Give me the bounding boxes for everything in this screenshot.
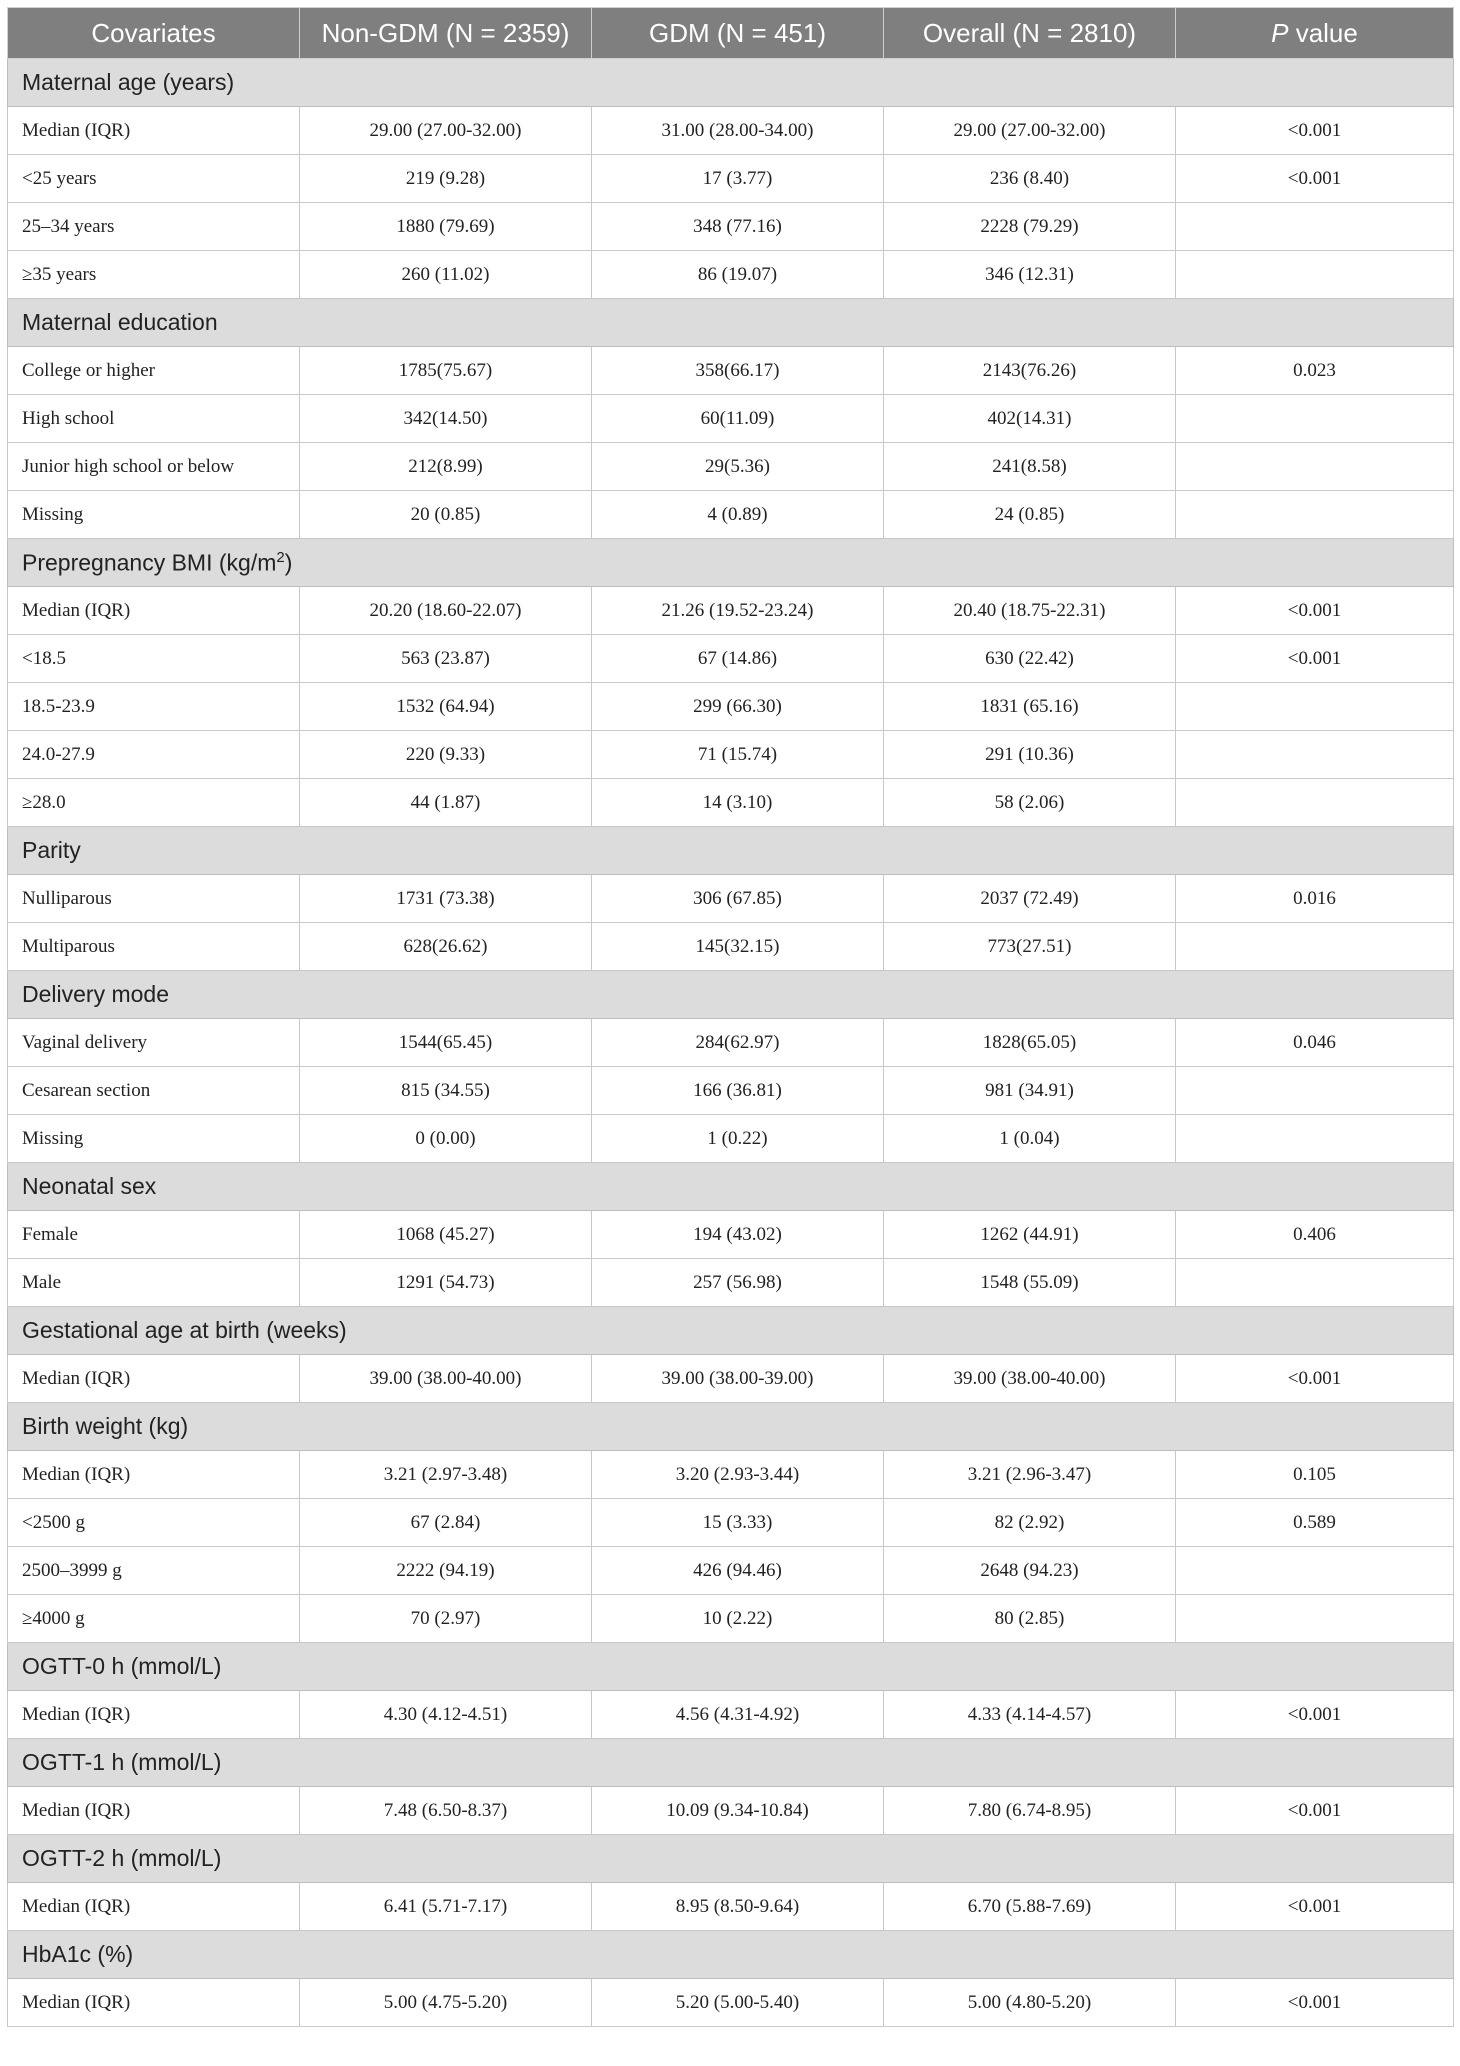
cell-gdm: 15 (3.33) xyxy=(592,1499,884,1547)
cell-gdm: 4.56 (4.31-4.92) xyxy=(592,1691,884,1739)
cell-label: Median (IQR) xyxy=(8,1451,300,1499)
table-row xyxy=(8,923,1454,971)
cell-overall: 24 (0.85) xyxy=(884,491,1176,539)
section-title-superscript: 2 xyxy=(276,548,285,566)
cell-gdm: 1 (0.22) xyxy=(592,1115,884,1163)
cell-p-value xyxy=(1176,251,1454,299)
cell-non-gdm: 67 (2.84) xyxy=(300,1499,592,1547)
cell-label: Missing xyxy=(8,1115,300,1163)
cell-p-value xyxy=(1176,731,1454,779)
cell-overall: 2037 (72.49) xyxy=(884,875,1176,923)
section-title-text: Gestational age at birth (weeks) xyxy=(22,1317,347,1343)
section-title-text: OGTT-0 h (mmol/L) xyxy=(22,1653,222,1679)
cell-label: Missing xyxy=(8,491,300,539)
table-row xyxy=(8,251,1454,299)
cell-p-value: <0.001 xyxy=(1176,587,1454,635)
cell-overall: 82 (2.92) xyxy=(884,1499,1176,1547)
cell-non-gdm: 2222 (94.19) xyxy=(300,1547,592,1595)
cell-overall: 630 (22.42) xyxy=(884,635,1176,683)
cell-p-value: 0.589 xyxy=(1176,1499,1454,1547)
table-row xyxy=(8,443,1454,491)
cell-overall: 1828(65.05) xyxy=(884,1019,1176,1067)
header-overall: Overall (N = 2810) xyxy=(884,8,1176,59)
table-row xyxy=(8,1259,1454,1307)
cell-p-value xyxy=(1176,1115,1454,1163)
table-row xyxy=(8,1067,1454,1115)
cell-non-gdm: 39.00 (38.00-40.00) xyxy=(300,1355,592,1403)
cell-gdm: 166 (36.81) xyxy=(592,1067,884,1115)
cell-label: Median (IQR) xyxy=(8,1979,300,2027)
cell-gdm: 358(66.17) xyxy=(592,347,884,395)
cell-overall: 981 (34.91) xyxy=(884,1067,1176,1115)
cell-overall: 2228 (79.29) xyxy=(884,203,1176,251)
cell-label: Female xyxy=(8,1211,300,1259)
cell-p-value xyxy=(1176,443,1454,491)
cell-p-value xyxy=(1176,683,1454,731)
cell-non-gdm: 29.00 (27.00-32.00) xyxy=(300,107,592,155)
table-row xyxy=(8,155,1454,203)
section-title xyxy=(8,971,1454,1019)
cell-p-value xyxy=(1176,1547,1454,1595)
cell-non-gdm: 6.41 (5.71-7.17) xyxy=(300,1883,592,1931)
table-row xyxy=(8,1691,1454,1739)
cell-p-value: <0.001 xyxy=(1176,1883,1454,1931)
cell-p-value xyxy=(1176,395,1454,443)
cell-non-gdm: 260 (11.02) xyxy=(300,251,592,299)
cell-p-value xyxy=(1176,203,1454,251)
cell-non-gdm: 815 (34.55) xyxy=(300,1067,592,1115)
cell-p-value: 0.406 xyxy=(1176,1211,1454,1259)
section-title-text: Delivery mode xyxy=(22,981,169,1007)
cell-non-gdm: 1880 (79.69) xyxy=(300,203,592,251)
table-row xyxy=(8,1499,1454,1547)
cell-p-value: 0.105 xyxy=(1176,1451,1454,1499)
section-title-text: Parity xyxy=(22,837,81,863)
section-title xyxy=(8,539,1454,587)
header-p-italic: P xyxy=(1271,17,1289,48)
cell-p-value: 0.016 xyxy=(1176,875,1454,923)
cell-gdm: 3.20 (2.93-3.44) xyxy=(592,1451,884,1499)
cell-gdm: 284(62.97) xyxy=(592,1019,884,1067)
cell-non-gdm: 20.20 (18.60-22.07) xyxy=(300,587,592,635)
cell-label: Multiparous xyxy=(8,923,300,971)
section-title-text: OGTT-1 h (mmol/L) xyxy=(22,1749,222,1775)
cell-gdm: 86 (19.07) xyxy=(592,251,884,299)
cell-label: ≥28.0 xyxy=(8,779,300,827)
section-title-suffix: ) xyxy=(284,549,293,576)
section-title xyxy=(8,59,1454,107)
cell-gdm: 29(5.36) xyxy=(592,443,884,491)
cell-p-value: <0.001 xyxy=(1176,635,1454,683)
cell-gdm: 39.00 (38.00-39.00) xyxy=(592,1355,884,1403)
table-row xyxy=(8,875,1454,923)
cell-p-value xyxy=(1176,491,1454,539)
table-header xyxy=(8,8,1454,59)
cell-overall: 241(8.58) xyxy=(884,443,1176,491)
section-title-text: Prepregnancy BMI (kg/m xyxy=(22,549,277,576)
cell-non-gdm: 5.00 (4.75-5.20) xyxy=(300,1979,592,2027)
section-row xyxy=(8,1403,1454,1451)
table-row xyxy=(8,203,1454,251)
cell-overall: 4.33 (4.14-4.57) xyxy=(884,1691,1176,1739)
cell-non-gdm: 220 (9.33) xyxy=(300,731,592,779)
section-title xyxy=(8,1163,1454,1211)
cell-label: <25 years xyxy=(8,155,300,203)
cell-gdm: 71 (15.74) xyxy=(592,731,884,779)
cell-overall: 39.00 (38.00-40.00) xyxy=(884,1355,1176,1403)
cell-gdm: 8.95 (8.50-9.64) xyxy=(592,1883,884,1931)
cell-gdm: 17 (3.77) xyxy=(592,155,884,203)
cell-label: <2500 g xyxy=(8,1499,300,1547)
section-row xyxy=(8,827,1454,875)
cell-overall: 80 (2.85) xyxy=(884,1595,1176,1643)
cell-non-gdm: 0 (0.00) xyxy=(300,1115,592,1163)
cell-gdm: 306 (67.85) xyxy=(592,875,884,923)
cell-gdm: 21.26 (19.52-23.24) xyxy=(592,587,884,635)
section-row xyxy=(8,1739,1454,1787)
cell-overall: 236 (8.40) xyxy=(884,155,1176,203)
table-row xyxy=(8,635,1454,683)
cell-non-gdm: 44 (1.87) xyxy=(300,779,592,827)
cell-gdm: 14 (3.10) xyxy=(592,779,884,827)
table-row xyxy=(8,1451,1454,1499)
covariates-table xyxy=(7,7,1454,2027)
cell-overall: 5.00 (4.80-5.20) xyxy=(884,1979,1176,2027)
cell-overall: 58 (2.06) xyxy=(884,779,1176,827)
cell-label: Median (IQR) xyxy=(8,107,300,155)
cell-non-gdm: 212(8.99) xyxy=(300,443,592,491)
cell-label: Median (IQR) xyxy=(8,1355,300,1403)
cell-label: College or higher xyxy=(8,347,300,395)
cell-overall: 1 (0.04) xyxy=(884,1115,1176,1163)
table-row xyxy=(8,1115,1454,1163)
cell-label: ≥35 years xyxy=(8,251,300,299)
cell-p-value xyxy=(1176,923,1454,971)
cell-non-gdm: 1291 (54.73) xyxy=(300,1259,592,1307)
cell-label: 2500–3999 g xyxy=(8,1547,300,1595)
cell-p-value: <0.001 xyxy=(1176,1355,1454,1403)
section-title-text: Maternal age (years) xyxy=(22,69,235,95)
cell-gdm: 10.09 (9.34-10.84) xyxy=(592,1787,884,1835)
header-gdm: GDM (N = 451) xyxy=(592,8,884,59)
cell-p-value xyxy=(1176,1595,1454,1643)
cell-non-gdm: 4.30 (4.12-4.51) xyxy=(300,1691,592,1739)
cell-label: <18.5 xyxy=(8,635,300,683)
cell-label: Vaginal delivery xyxy=(8,1019,300,1067)
cell-gdm: 67 (14.86) xyxy=(592,635,884,683)
table-row xyxy=(8,1979,1454,2027)
section-title xyxy=(8,1643,1454,1691)
cell-p-value: <0.001 xyxy=(1176,155,1454,203)
section-title xyxy=(8,299,1454,347)
table-row xyxy=(8,683,1454,731)
cell-label: 25–34 years xyxy=(8,203,300,251)
table-row xyxy=(8,1883,1454,1931)
cell-gdm: 4 (0.89) xyxy=(592,491,884,539)
table-row xyxy=(8,1595,1454,1643)
section-title xyxy=(8,1835,1454,1883)
table-row xyxy=(8,1547,1454,1595)
section-title xyxy=(8,1931,1454,1979)
cell-p-value: <0.001 xyxy=(1176,1979,1454,2027)
cell-overall: 1548 (55.09) xyxy=(884,1259,1176,1307)
cell-non-gdm: 7.48 (6.50-8.37) xyxy=(300,1787,592,1835)
table-body xyxy=(8,59,1454,2027)
cell-non-gdm: 20 (0.85) xyxy=(300,491,592,539)
section-title-text: OGTT-2 h (mmol/L) xyxy=(22,1845,222,1871)
cell-overall: 1262 (44.91) xyxy=(884,1211,1176,1259)
cell-p-value xyxy=(1176,1067,1454,1115)
cell-p-value xyxy=(1176,779,1454,827)
cell-label: Junior high school or below xyxy=(8,443,300,491)
cell-overall: 346 (12.31) xyxy=(884,251,1176,299)
cell-overall: 402(14.31) xyxy=(884,395,1176,443)
cell-label: Nulliparous xyxy=(8,875,300,923)
table-row xyxy=(8,587,1454,635)
cell-label: High school xyxy=(8,395,300,443)
section-row xyxy=(8,59,1454,107)
cell-overall: 3.21 (2.96-3.47) xyxy=(884,1451,1176,1499)
cell-overall: 291 (10.36) xyxy=(884,731,1176,779)
cell-gdm: 10 (2.22) xyxy=(592,1595,884,1643)
cell-non-gdm: 3.21 (2.97-3.48) xyxy=(300,1451,592,1499)
cell-non-gdm: 219 (9.28) xyxy=(300,155,592,203)
section-title xyxy=(8,1739,1454,1787)
header-row xyxy=(8,8,1454,59)
cell-gdm: 426 (94.46) xyxy=(592,1547,884,1595)
cell-overall: 29.00 (27.00-32.00) xyxy=(884,107,1176,155)
cell-label: ≥4000 g xyxy=(8,1595,300,1643)
cell-p-value: <0.001 xyxy=(1176,1787,1454,1835)
cell-overall: 6.70 (5.88-7.69) xyxy=(884,1883,1176,1931)
cell-label: Cesarean section xyxy=(8,1067,300,1115)
cell-gdm: 299 (66.30) xyxy=(592,683,884,731)
cell-p-value: <0.001 xyxy=(1176,107,1454,155)
table-row xyxy=(8,731,1454,779)
section-row xyxy=(8,1307,1454,1355)
cell-non-gdm: 628(26.62) xyxy=(300,923,592,971)
cell-overall: 1831 (65.16) xyxy=(884,683,1176,731)
cell-label: 24.0-27.9 xyxy=(8,731,300,779)
cell-overall: 20.40 (18.75-22.31) xyxy=(884,587,1176,635)
table-row xyxy=(8,1355,1454,1403)
cell-p-value: 0.046 xyxy=(1176,1019,1454,1067)
section-row xyxy=(8,1835,1454,1883)
cell-non-gdm: 563 (23.87) xyxy=(300,635,592,683)
cell-non-gdm: 1731 (73.38) xyxy=(300,875,592,923)
cell-label: Median (IQR) xyxy=(8,587,300,635)
cell-overall: 2648 (94.23) xyxy=(884,1547,1176,1595)
cell-label: 18.5-23.9 xyxy=(8,683,300,731)
cell-label: Median (IQR) xyxy=(8,1883,300,1931)
table-row xyxy=(8,1787,1454,1835)
cell-overall: 2143(76.26) xyxy=(884,347,1176,395)
section-title-text: Neonatal sex xyxy=(22,1173,157,1199)
cell-gdm: 31.00 (28.00-34.00) xyxy=(592,107,884,155)
cell-label: Median (IQR) xyxy=(8,1787,300,1835)
cell-non-gdm: 1785(75.67) xyxy=(300,347,592,395)
header-non-gdm: Non-GDM (N = 2359) xyxy=(300,8,592,59)
section-title xyxy=(8,1403,1454,1451)
section-title-text: Birth weight (kg) xyxy=(22,1413,189,1439)
cell-label: Male xyxy=(8,1259,300,1307)
cell-non-gdm: 1544(65.45) xyxy=(300,1019,592,1067)
cell-p-value: <0.001 xyxy=(1176,1691,1454,1739)
cell-non-gdm: 1068 (45.27) xyxy=(300,1211,592,1259)
section-title-text: Maternal education xyxy=(22,309,218,335)
table-row xyxy=(8,1211,1454,1259)
section-title-text: HbA1c (%) xyxy=(22,1941,134,1967)
cell-non-gdm: 342(14.50) xyxy=(300,395,592,443)
cell-non-gdm: 1532 (64.94) xyxy=(300,683,592,731)
cell-label: Median (IQR) xyxy=(8,1691,300,1739)
cell-p-value: 0.023 xyxy=(1176,347,1454,395)
table-row xyxy=(8,347,1454,395)
section-title xyxy=(8,1307,1454,1355)
cell-non-gdm: 70 (2.97) xyxy=(300,1595,592,1643)
section-row xyxy=(8,1643,1454,1691)
table-row xyxy=(8,779,1454,827)
header-p-value xyxy=(1176,8,1454,59)
section-row xyxy=(8,1163,1454,1211)
cell-gdm: 348 (77.16) xyxy=(592,203,884,251)
cell-overall: 7.80 (6.74-8.95) xyxy=(884,1787,1176,1835)
cell-gdm: 60(11.09) xyxy=(592,395,884,443)
section-title xyxy=(8,827,1454,875)
header-p-rest: value xyxy=(1288,17,1358,48)
header-covariates: Covariates xyxy=(8,8,300,59)
cell-p-value xyxy=(1176,1259,1454,1307)
section-row xyxy=(8,971,1454,1019)
cell-gdm: 257 (56.98) xyxy=(592,1259,884,1307)
table-row xyxy=(8,491,1454,539)
cell-gdm: 194 (43.02) xyxy=(592,1211,884,1259)
cell-gdm: 5.20 (5.00-5.40) xyxy=(592,1979,884,2027)
table-row xyxy=(8,1019,1454,1067)
cell-overall: 773(27.51) xyxy=(884,923,1176,971)
section-row xyxy=(8,539,1454,587)
table-row xyxy=(8,395,1454,443)
section-row xyxy=(8,299,1454,347)
cell-gdm: 145(32.15) xyxy=(592,923,884,971)
section-row xyxy=(8,1931,1454,1979)
table-row xyxy=(8,107,1454,155)
